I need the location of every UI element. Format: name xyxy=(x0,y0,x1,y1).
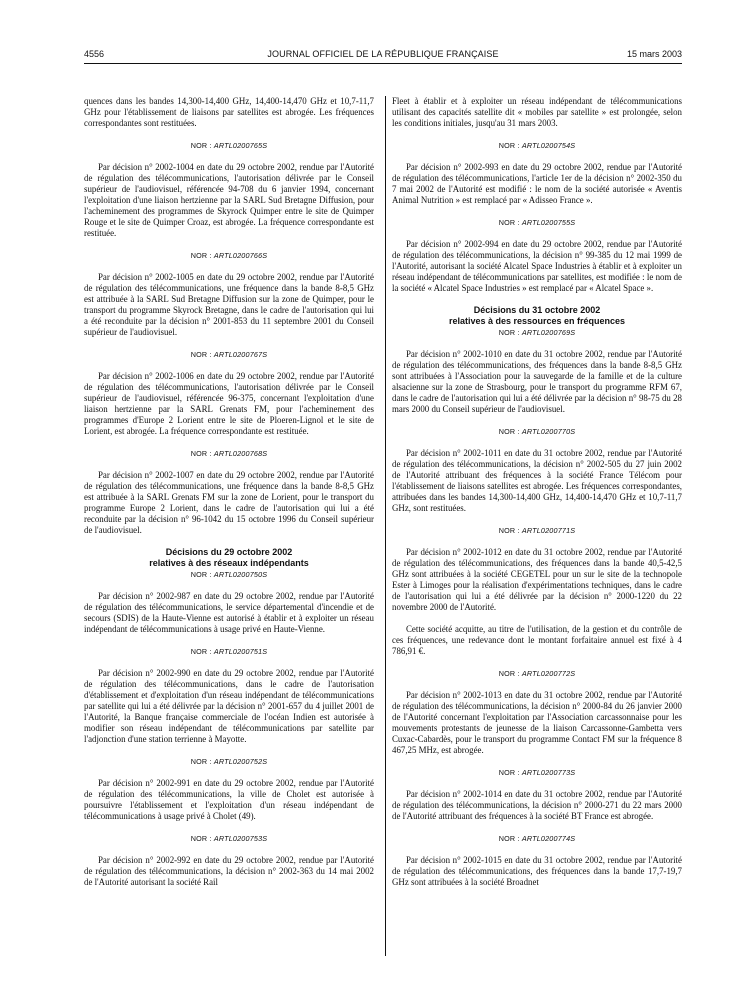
paragraph: Par décision n° 2002-991 en date du 29 octobre 2002, rendue par l'Autorité de régulation des télécommunications, la ville de Cholet est autorisée à poursuivre l'établissement et l'exploitation d'un réseau indépendant de télécommunications à usage privé à Cholet (49). xyxy=(84,778,374,821)
page-number: 4556 xyxy=(84,49,105,59)
nor-code: ARTL0200774S xyxy=(521,834,576,843)
nor-label: NOR : xyxy=(498,141,522,150)
nor-code: ARTL0200754S xyxy=(521,141,576,150)
issue-date: 15 mars 2003 xyxy=(626,49,682,59)
nor-label: NOR : xyxy=(498,669,522,678)
nor-code: ARTL0200768S xyxy=(213,449,268,458)
nor-reference xyxy=(84,349,374,360)
nor-code: ARTL0200753S xyxy=(213,834,268,843)
nor-code: ARTL0200769S xyxy=(521,328,576,337)
nor-code: ARTL0200752S xyxy=(213,757,268,766)
nor-reference xyxy=(84,833,374,844)
nor-code: ARTL0200766S xyxy=(213,251,268,260)
section-title: Décisions du 29 octobre 2002 xyxy=(165,547,293,557)
nor-label: NOR : xyxy=(190,141,214,150)
nor-code: ARTL0200767S xyxy=(213,350,268,359)
nor-label: NOR : xyxy=(190,570,214,579)
nor-label: NOR : xyxy=(190,834,214,843)
paragraph: Par décision n° 2002-987 en date du 29 octobre 2002, rendue par l'Autorité de régulation des télécommunications, le service départemental d'incendie et de secours (SDIS) de la Haute-Vienne est autorisé à établir et à exploiter un réseau indépendant de télécommunications à usage privé en Haute-Vienne. xyxy=(84,591,374,634)
paragraph: Par décision n° 2002-1014 en date du 31 octobre 2002, rendue par l'Autorité de régulation des télécommunications, la décision n° 2000-271 du 22 mars 2000 de l'Autorité attribuant des fréquences à la société BT France est abrogée. xyxy=(392,789,682,821)
nor-reference xyxy=(392,327,682,338)
paragraph: Par décision n° 2002-994 en date du 29 octobre 2002, rendue par l'Autorité de régulation des télécommunications, la décision n° 99-385 du 12 mai 1999 de l'Autorité, autorisant la société Alcatel Space Industries à établir et à exploiter un réseau indépendant de télécommunications par satellites, est modifiée : le nom de la société « Alcatel Space Industries » est remplacé par « Alcatel Space ». xyxy=(392,239,682,293)
nor-code: ARTL0200755S xyxy=(521,218,576,227)
nor-reference xyxy=(84,756,374,767)
paragraph: Par décision n° 2002-1015 en date du 31 octobre 2002, rendue par l'Autorité de régulation des télécommunications, des fréquences dans la bande 17,7-19,7 GHz sont attribuées à la société Broadnet xyxy=(392,855,682,887)
paragraph: Par décision n° 2002-1011 en date du 31 octobre 2002, rendue par l'Autorité de régulation des télécommunications, la décision n° 2002-505 du 27 juin 2002 de l'Autorité attribuant des fréquences à la société France Télécom pour l'établissement de liaisons satellites est abrogée. Les fréquences correspondantes, attribuées dans les bandes 14,300-14,400 GHz, 14,400-14,470 GHz et 10,7-11,7 GHz, sont restituées. xyxy=(392,448,682,513)
paragraph: Par décision n° 2002-1006 en date du 29 octobre 2002, rendue par l'Autorité de régulation des télécommunications, l'autorisation délivrée par le Conseil supérieur de l'audiovisuel, référencée 96-375, concernant l'exploitation d'une liaison hertzienne par la SARL Grenats FM, pour l'acheminement des programmes d'Europe 2 Lorient entre le site de Ploeren-Lignol et le site de Lorient, est abrogée. La fréquence correspondante est restituée. xyxy=(84,371,374,436)
nor-reference xyxy=(84,140,374,151)
nor-code: ARTL0200751S xyxy=(213,647,268,656)
nor-label: NOR : xyxy=(190,757,214,766)
paragraph: Par décision n° 2002-990 en date du 29 octobre 2002, rendue par l'Autorité de régulation des télécommunications, dans le cadre de l'autorisation d'établissement et d'exploitation d'un réseau indépendant de télécommunications par satellite qui lui a été délivrée par la décision n° 2001-657 du 4 juillet 2001 de l'Autorité, la Banque française commerciale de l'océan Indien est autorisée à modifier son réseau indépendant de télécommunications par satellite par l'adjonction d'une station terrienne à Mayotte. xyxy=(84,668,374,744)
left-column xyxy=(84,96,374,962)
paragraph: Fleet à établir et à exploiter un réseau indépendant de télécommunications utilisant des capacités satellite dit « mobiles par satellite » est prolongée, selon les conditions initiales, jusqu'au 31 mars 2003. xyxy=(392,96,682,128)
nor-code: ARTL0200771S xyxy=(521,526,576,535)
header-rule xyxy=(84,63,682,64)
paragraph: Par décision n° 2002-992 en date du 29 octobre 2002, rendue par l'Autorité de régulation des télécommunications, la décision n° 2002-363 du 14 mai 2002 de l'Autorité autorisant la société Rail xyxy=(84,855,374,887)
nor-reference xyxy=(392,668,682,679)
paragraph: Par décision n° 2002-1010 en date du 31 octobre 2002, rendue par l'Autorité de régulation des télécommunications, des fréquences dans la bande 8-8,5 GHz sont attribuées à l'Association pour la sauvegarde de la famille et de la culture alsacienne sur la zone de Strasbourg, pour le transport du programme RFM 67, dans le cadre de l'autorisation qui lui a été délivrée par la décision n° 98-75 du 28 mars 2000 du Conseil supérieur de l'audiovisuel. xyxy=(392,349,682,414)
paragraph: Cette société acquitte, au titre de l'utilisation, de la gestion et du contrôle de ces fréquences, une redevance dont le montant forfaitaire annuel est fixé à 4 786,91 €. xyxy=(392,624,682,656)
nor-reference xyxy=(84,569,374,580)
paragraph: Par décision n° 2002-1007 en date du 29 octobre 2002, rendue par l'Autorité de régulation des télécommunications, une fréquence dans la bande 8-8,5 GHz est attribuée à la SARL Grenats FM sur la zone de Lorient, pour le transport du programme Europe 2 Lorient, dans le cadre de l'autorisation qui lui a été reconduite par la décision n° 96-1042 du 15 octobre 1996 du Conseil supérieur de l'audiovisuel. xyxy=(84,470,374,535)
nor-label: NOR : xyxy=(190,647,214,656)
nor-reference xyxy=(84,250,374,261)
nor-reference xyxy=(392,217,682,228)
section-subtitle: relatives à des réseaux indépendants xyxy=(149,558,309,568)
right-column xyxy=(392,96,682,962)
nor-label: NOR : xyxy=(498,427,522,436)
nor-reference xyxy=(84,646,374,657)
section-title: Décisions du 31 octobre 2002 xyxy=(473,305,601,315)
paragraph: Par décision n° 2002-1004 en date du 29 octobre 2002, rendue par l'Autorité de régulation des télécommunications, l'autorisation délivrée par le Conseil supérieur de l'audiovisuel, référencée 94-708 du 6 janvier 1994, concernant l'exploitation d'une liaison hertzienne par la SARL Sud Bretagne Diffusion, pour l'acheminement des programmes de Skyrock Quimper entre le site de Quimper Rouge et le site de Quimper Croaz, est abrogée. La fréquence correspondante est restituée. xyxy=(84,162,374,238)
nor-label: NOR : xyxy=(190,350,214,359)
paragraph: Par décision n° 2002-993 en date du 29 octobre 2002, rendue par l'Autorité de régulation des télécommunications, l'article 1er de la décision n° 2002-350 du 7 mai 2002 de l'Autorité est modifié : le nom de la société autorisée « Aventis Animal Nutrition » est remplacé par « Adisseo France ». xyxy=(392,162,682,205)
section-subtitle: relatives à des ressources en fréquences xyxy=(448,316,626,326)
nor-code: ARTL0200765S xyxy=(213,141,268,150)
nor-label: NOR : xyxy=(498,768,522,777)
nor-reference xyxy=(392,767,682,778)
nor-label: NOR : xyxy=(190,251,214,260)
nor-reference xyxy=(84,448,374,459)
nor-reference xyxy=(392,833,682,844)
nor-code: ARTL0200750S xyxy=(213,570,268,579)
nor-label: NOR : xyxy=(190,449,214,458)
paragraph: Par décision n° 2002-1012 en date du 31 octobre 2002, rendue par l'Autorité de régulation des télécommunications, des fréquences dans la bande 40,5-42,5 GHz sont attribuées à la société CEGETEL pour un sur le site de la technopole Ester à Limoges pour la réalisation d'expérimentations techniques, dans le cadre de l'autorisation qui lui a été délivrée par la décision n° 2000-1220 du 22 novembre 2000 de l'Autorité. xyxy=(392,547,682,612)
journal-title: JOURNAL OFFICIEL DE LA RÉPUBLIQUE FRANÇAISE xyxy=(267,49,499,59)
nor-label: NOR : xyxy=(498,526,522,535)
paragraph: Par décision n° 2002-1005 en date du 29 octobre 2002, rendue par l'Autorité de régulation des télécommunications, une fréquence dans la bande 8-8,5 GHz est attribuée à la SARL Sud Bretagne Diffusion sur la zone de Quimper, pour le transport du programme Skyrock Bretagne, dans le cadre de l'autorisation qui lui a été reconduite par la décision n° 2001-853 du 11 septembre 2001 du Conseil supérieur de l'audiovisuel. xyxy=(84,272,374,337)
nor-reference xyxy=(392,140,682,151)
nor-label: NOR : xyxy=(498,328,522,337)
nor-code: ARTL0200772S xyxy=(521,669,576,678)
nor-reference xyxy=(392,525,682,536)
paragraph: quences dans les bandes 14,300-14,400 GHz, 14,400-14,470 GHz et 10,7-11,7 GHz pour l'établissement de liaisons par satellites est abrogée. Les fréquences correspondantes sont restituées. xyxy=(84,96,374,128)
nor-code: ARTL0200770S xyxy=(521,427,576,436)
nor-code: ARTL0200773S xyxy=(521,768,576,777)
nor-reference xyxy=(392,426,682,437)
paragraph: Par décision n° 2002-1013 en date du 31 octobre 2002, rendue par l'Autorité de régulation des télécommunications, la décision n° 2000-84 du 26 janvier 2000 de l'Autorité concernant l'exploitation par l'Association carcassonnaise pour les mouvements protestants de jeunesse de la liaison Carcassonne-Gambetta vers Cuxac-Cabardès, pour le transport du programme Contact FM sur la fréquence 8 467,25 MHz, est abrogée. xyxy=(392,690,682,755)
column-separator xyxy=(385,96,386,956)
nor-label: NOR : xyxy=(498,834,522,843)
nor-label: NOR : xyxy=(498,218,522,227)
page-header xyxy=(84,47,682,61)
